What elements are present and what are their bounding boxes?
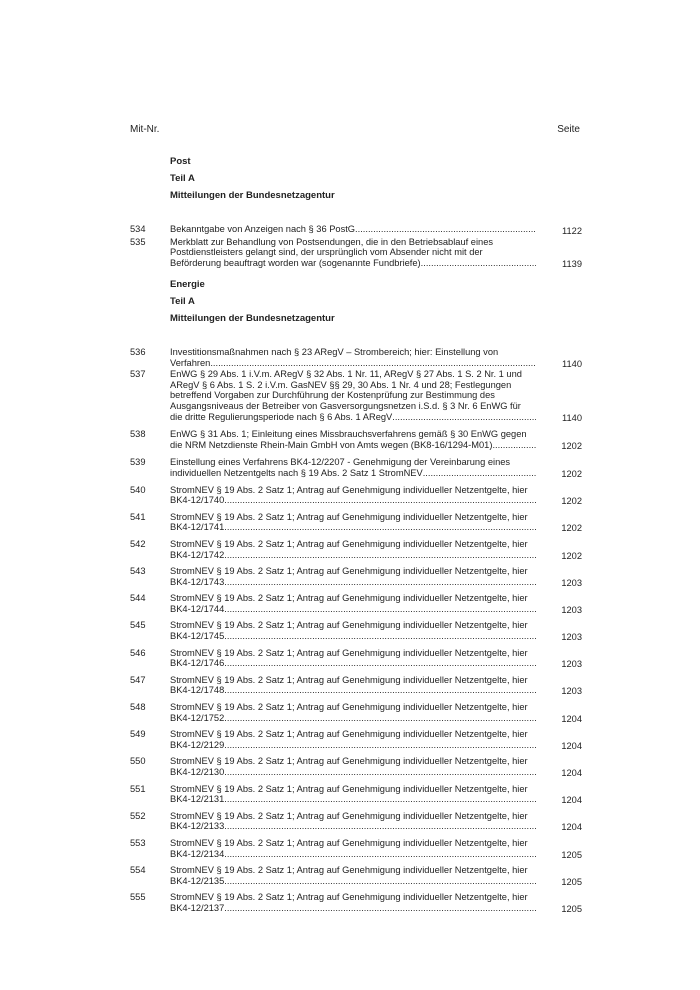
entry-title — [170, 237, 536, 269]
entry-title-text: Beförderung beauftragt worden war (sogenannte Fundbriefe) — [170, 257, 421, 268]
dot-leader — [224, 631, 536, 642]
dot-leader — [421, 258, 536, 269]
toc-entry[interactable] — [130, 237, 582, 270]
entry-title-line — [170, 412, 536, 423]
entry-page-number: 1204 — [561, 822, 582, 833]
toc-entry[interactable] — [130, 566, 582, 588]
dot-leader — [224, 522, 536, 533]
entry-title-line: StromNEV § 19 Abs. 2 Satz 1; Antrag auf Genehmigung individueller Netzentgelte, hier — [170, 647, 528, 658]
entry-number: 551 — [130, 783, 146, 794]
entry-title-line: EnWG § 29 Abs. 1 i.V.m. ARegV § 32 Abs. 1 Nr. 11, ARegV § 27 Abs. 1 S. 2 Nr. 1 und — [170, 369, 522, 380]
entry-title-text: Bekanntgabe von Anzeigen nach § 36 PostG — [170, 224, 356, 234]
entry-title-line: StromNEV § 19 Abs. 2 Satz 1; Antrag auf Genehmigung individueller Netzentgelte, hier — [170, 674, 528, 685]
section-heading: Mitteilungen der Bundesnetzagentur — [170, 313, 335, 324]
entry-title-line — [170, 258, 536, 269]
entry-number: 545 — [130, 620, 146, 631]
toc-entry[interactable] — [130, 369, 582, 423]
entry-page-number: 1140 — [562, 358, 582, 369]
toc-entry[interactable] — [130, 865, 582, 887]
entry-page-number: 1204 — [561, 740, 582, 751]
entry-title — [170, 593, 536, 614]
entry-title-line — [170, 550, 536, 561]
entry-title — [170, 756, 536, 777]
entry-title-line — [170, 794, 536, 805]
entry-title-text: BK4-12/2131 — [170, 794, 225, 805]
entry-title-line — [170, 495, 536, 506]
entry-title-line: Ausgangsniveaus der Betreiber von Gasversorgungsnetzen i.S.d. § 3 Nr. 6 EnWG für — [170, 400, 521, 411]
entry-title — [170, 838, 536, 859]
entry-title-line: StromNEV § 19 Abs. 2 Satz 1; Antrag auf Genehmigung individueller Netzentgelte, hier — [170, 511, 528, 522]
entry-page-number: 1204 — [561, 795, 582, 806]
entry-title — [170, 512, 536, 533]
entry-title-line: StromNEV § 19 Abs. 2 Satz 1; Antrag auf Genehmigung individueller Netzentgelte, hier — [170, 783, 528, 794]
entry-number: 546 — [130, 647, 146, 658]
entry-title — [170, 620, 536, 641]
entry-title-text: individuellen Netzentgelts nach § 19 Abs. 2 Satz 1 StromNEV — [170, 467, 423, 478]
entry-number: 554 — [130, 865, 146, 876]
entry-title-text: BK4-12/1741 — [170, 522, 225, 533]
entry-number: 542 — [130, 538, 146, 549]
entry-title-text: BK4-12/2134 — [170, 848, 225, 859]
toc-entry[interactable] — [130, 675, 582, 697]
toc-entry[interactable] — [130, 702, 582, 724]
toc-entry[interactable] — [130, 811, 582, 833]
dot-leader — [224, 685, 536, 696]
toc-entry[interactable] — [130, 648, 582, 670]
entry-title — [170, 224, 536, 235]
entry-title-line — [170, 604, 536, 615]
entry-title-line — [170, 713, 536, 724]
toc-entry[interactable] — [130, 892, 582, 914]
dot-leader — [224, 550, 536, 561]
entry-page-number: 1205 — [561, 903, 582, 914]
entry-title-line — [170, 767, 536, 778]
dot-leader — [224, 849, 536, 860]
entry-title-line: ARegV § 6 Abs. 1 S. 2 i.V.m. GasNEV §§ 29, 30 Abs. 1 Nr. 4 und 28; Festlegungen — [170, 379, 512, 390]
toc-entry[interactable] — [130, 756, 582, 778]
section-heading: Post — [170, 156, 191, 167]
entry-title-text: BK4-12/2130 — [170, 767, 225, 777]
toc-entry[interactable] — [130, 347, 582, 369]
entry-page-number: 1203 — [561, 659, 582, 670]
entry-title-line: StromNEV § 19 Abs. 2 Satz 1; Antrag auf Genehmigung individueller Netzentgelte, hier — [170, 810, 528, 821]
entry-title — [170, 648, 536, 669]
entry-title-line: StromNEV § 19 Abs. 2 Satz 1; Antrag auf Genehmigung individueller Netzentgelte, hier — [170, 566, 528, 577]
entry-title-line — [170, 740, 536, 751]
toc-entry[interactable] — [130, 457, 582, 479]
entry-page-number: 1203 — [561, 577, 582, 588]
entry-page-number: 1204 — [561, 768, 582, 778]
entry-title-line — [170, 821, 536, 832]
entry-page-number: 1205 — [561, 876, 582, 887]
toc-entry[interactable] — [130, 729, 582, 751]
entry-page-number: 1203 — [561, 686, 582, 697]
entry-page-number: 1202 — [561, 523, 582, 534]
entry-title-line: StromNEV § 19 Abs. 2 Satz 1; Antrag auf Genehmigung individueller Netzentgelte, hier — [170, 729, 528, 740]
dot-leader — [224, 658, 536, 669]
entry-title-line — [170, 358, 536, 369]
entry-title-text: BK4-12/2137 — [170, 902, 225, 913]
section-heading: Energie — [170, 279, 205, 290]
entry-title — [170, 347, 536, 368]
entry-title-line — [170, 577, 536, 588]
entry-title-text: BK4-12/2129 — [170, 739, 225, 750]
entry-title — [170, 892, 536, 913]
entry-title — [170, 539, 536, 560]
dot-leader — [224, 713, 536, 724]
entry-title-line: Postdienstleisters gelangt sind, der ursprünglich vom Absender nicht mit der — [170, 247, 483, 258]
entry-title-line: Einstellung eines Verfahrens BK4-12/2207 - Genehmigung der Vereinbarung eines — [170, 457, 511, 468]
entry-title-line: StromNEV § 19 Abs. 2 Satz 1; Antrag auf Genehmigung individueller Netzentgelte, hier — [170, 702, 528, 713]
toc-entry[interactable] — [130, 539, 582, 561]
header-page-label: Seite — [557, 124, 580, 135]
dot-leader — [224, 604, 536, 615]
entry-number: 536 — [130, 347, 146, 357]
toc-entry[interactable] — [130, 838, 582, 860]
entry-number: 548 — [130, 702, 146, 713]
entry-title-text: die NRM Netzdienste Rhein-Main GmbH von Amts wegen (BK8-16/1294-M01) — [170, 439, 493, 450]
entry-title-line: StromNEV § 19 Abs. 2 Satz 1; Antrag auf Genehmigung individueller Netzentgelte, hier — [170, 756, 528, 767]
entry-title — [170, 675, 536, 696]
entry-title-line: Investitionsmaßnahmen nach § 23 ARegV – Strombereich; hier: Einstellung von — [170, 347, 499, 357]
entry-title-text: BK4-12/1743 — [170, 576, 225, 587]
dot-leader — [392, 412, 536, 423]
entry-title — [170, 369, 536, 422]
toc-entry[interactable] — [130, 593, 582, 615]
toc-section — [130, 156, 582, 269]
entry-title-line: StromNEV § 19 Abs. 2 Satz 1; Antrag auf Genehmigung individueller Netzentgelte, hier — [170, 538, 528, 549]
dot-leader — [492, 440, 536, 451]
entry-title-line — [170, 849, 536, 860]
entry-title — [170, 784, 536, 805]
entry-title — [170, 429, 536, 450]
dot-leader — [224, 794, 536, 805]
column-header — [130, 124, 580, 138]
entry-title-text: BK4-12/1746 — [170, 658, 225, 669]
entry-title-line: betreffend Vorgaben zur Durchführung der Kostenprüfung zur Bestimmung des — [170, 390, 495, 401]
entry-title — [170, 865, 536, 886]
entry-title-line — [170, 903, 536, 914]
entry-number: 540 — [130, 484, 146, 495]
toc-entry[interactable] — [130, 784, 582, 806]
entry-title-text: BK4-12/1742 — [170, 549, 225, 560]
entry-number: 534 — [130, 224, 146, 234]
dot-leader — [224, 767, 536, 778]
toc-entry[interactable] — [130, 224, 582, 237]
entry-page-number: 1122 — [562, 226, 582, 236]
entry-title-line — [170, 631, 536, 642]
toc-entry[interactable] — [130, 429, 582, 451]
entry-title-line: StromNEV § 19 Abs. 2 Satz 1; Antrag auf Genehmigung individueller Netzentgelte, hier — [170, 484, 528, 495]
entry-title-text: BK4-12/1748 — [170, 685, 225, 696]
entry-title-line: StromNEV § 19 Abs. 2 Satz 1; Antrag auf Genehmigung individueller Netzentgelte, hier — [170, 593, 528, 604]
entry-title-line: Merkblatt zur Behandlung von Postsendungen, die in den Betriebsablauf eines — [170, 236, 494, 247]
entry-number: 539 — [130, 457, 146, 468]
entry-page-number: 1203 — [561, 604, 582, 615]
entry-title-text: BK4-12/1745 — [170, 631, 225, 642]
header-number-label: Mit-Nr. — [130, 124, 160, 135]
entry-title-line — [170, 522, 536, 533]
entry-page-number: 1139 — [562, 258, 582, 269]
entry-title — [170, 729, 536, 750]
section-heading: Mitteilungen der Bundesnetzagentur — [170, 190, 335, 201]
entry-number: 543 — [130, 566, 146, 577]
entry-title-text: BK4-12/1744 — [170, 603, 225, 614]
entry-number: 552 — [130, 810, 146, 821]
entry-number: 544 — [130, 593, 146, 604]
entry-page-number: 1204 — [561, 713, 582, 724]
entry-title — [170, 566, 536, 587]
entry-title-text: Verfahren — [170, 357, 211, 368]
entry-title-line — [170, 440, 536, 451]
dot-leader — [423, 468, 536, 479]
entry-title-line: EnWG § 31 Abs. 1; Einleitung eines Missbrauchsverfahrens gemäß § 30 EnWG gegen — [170, 429, 527, 440]
entry-title-line — [170, 685, 536, 696]
entry-number: 535 — [130, 236, 146, 247]
entry-title-line — [170, 876, 536, 887]
entry-title-line — [170, 468, 536, 479]
entry-page-number: 1140 — [562, 412, 582, 423]
dot-leader — [224, 495, 536, 506]
entry-number: 538 — [130, 429, 146, 440]
entry-page-number: 1202 — [561, 440, 582, 451]
entry-number: 555 — [130, 892, 146, 903]
dot-leader — [224, 903, 536, 914]
entry-title-text: die dritte Regulierungsperiode nach § 6 Abs. 1 ARegV — [170, 411, 393, 422]
entry-number: 537 — [130, 369, 146, 380]
entry-title — [170, 702, 536, 723]
entry-number: 549 — [130, 729, 146, 740]
entry-number: 553 — [130, 837, 146, 848]
entry-number: 541 — [130, 511, 146, 522]
entry-title-text: BK4-12/2133 — [170, 821, 225, 832]
entry-number: 547 — [130, 674, 146, 685]
entry-title-text: BK4-12/1740 — [170, 495, 225, 506]
entry-title-text: BK4-12/2135 — [170, 875, 225, 886]
dot-leader — [224, 876, 536, 887]
entry-page-number: 1202 — [561, 468, 582, 479]
entry-title-line: StromNEV § 19 Abs. 2 Satz 1; Antrag auf Genehmigung individueller Netzentgelte, hier — [170, 837, 528, 848]
entry-title-line: StromNEV § 19 Abs. 2 Satz 1; Antrag auf Genehmigung individueller Netzentgelte, hier — [170, 865, 528, 876]
entry-title — [170, 811, 536, 832]
section-heading: Teil A — [170, 173, 195, 184]
entry-number: 550 — [130, 756, 146, 767]
entry-page-number: 1205 — [561, 849, 582, 860]
dot-leader — [210, 358, 536, 369]
toc-entry[interactable] — [130, 620, 582, 642]
entry-page-number: 1203 — [561, 632, 582, 643]
toc-entry[interactable] — [130, 485, 582, 507]
entry-page-number: 1202 — [561, 496, 582, 507]
entry-title — [170, 485, 536, 506]
entry-title-text: BK4-12/1752 — [170, 712, 225, 723]
entry-title-line — [170, 658, 536, 669]
dot-leader — [355, 224, 536, 235]
toc-entry[interactable] — [130, 512, 582, 534]
entry-title — [170, 457, 536, 478]
entry-title-line — [170, 224, 536, 235]
dot-leader — [224, 577, 536, 588]
section-heading: Teil A — [170, 296, 195, 307]
entry-title-line: StromNEV § 19 Abs. 2 Satz 1; Antrag auf Genehmigung individueller Netzentgelte, hier — [170, 892, 528, 903]
dot-leader — [224, 821, 536, 832]
entry-page-number: 1202 — [561, 550, 582, 561]
entry-title-line: StromNEV § 19 Abs. 2 Satz 1; Antrag auf Genehmigung individueller Netzentgelte, hier — [170, 620, 528, 631]
toc-section — [130, 279, 582, 915]
dot-leader — [224, 740, 536, 751]
